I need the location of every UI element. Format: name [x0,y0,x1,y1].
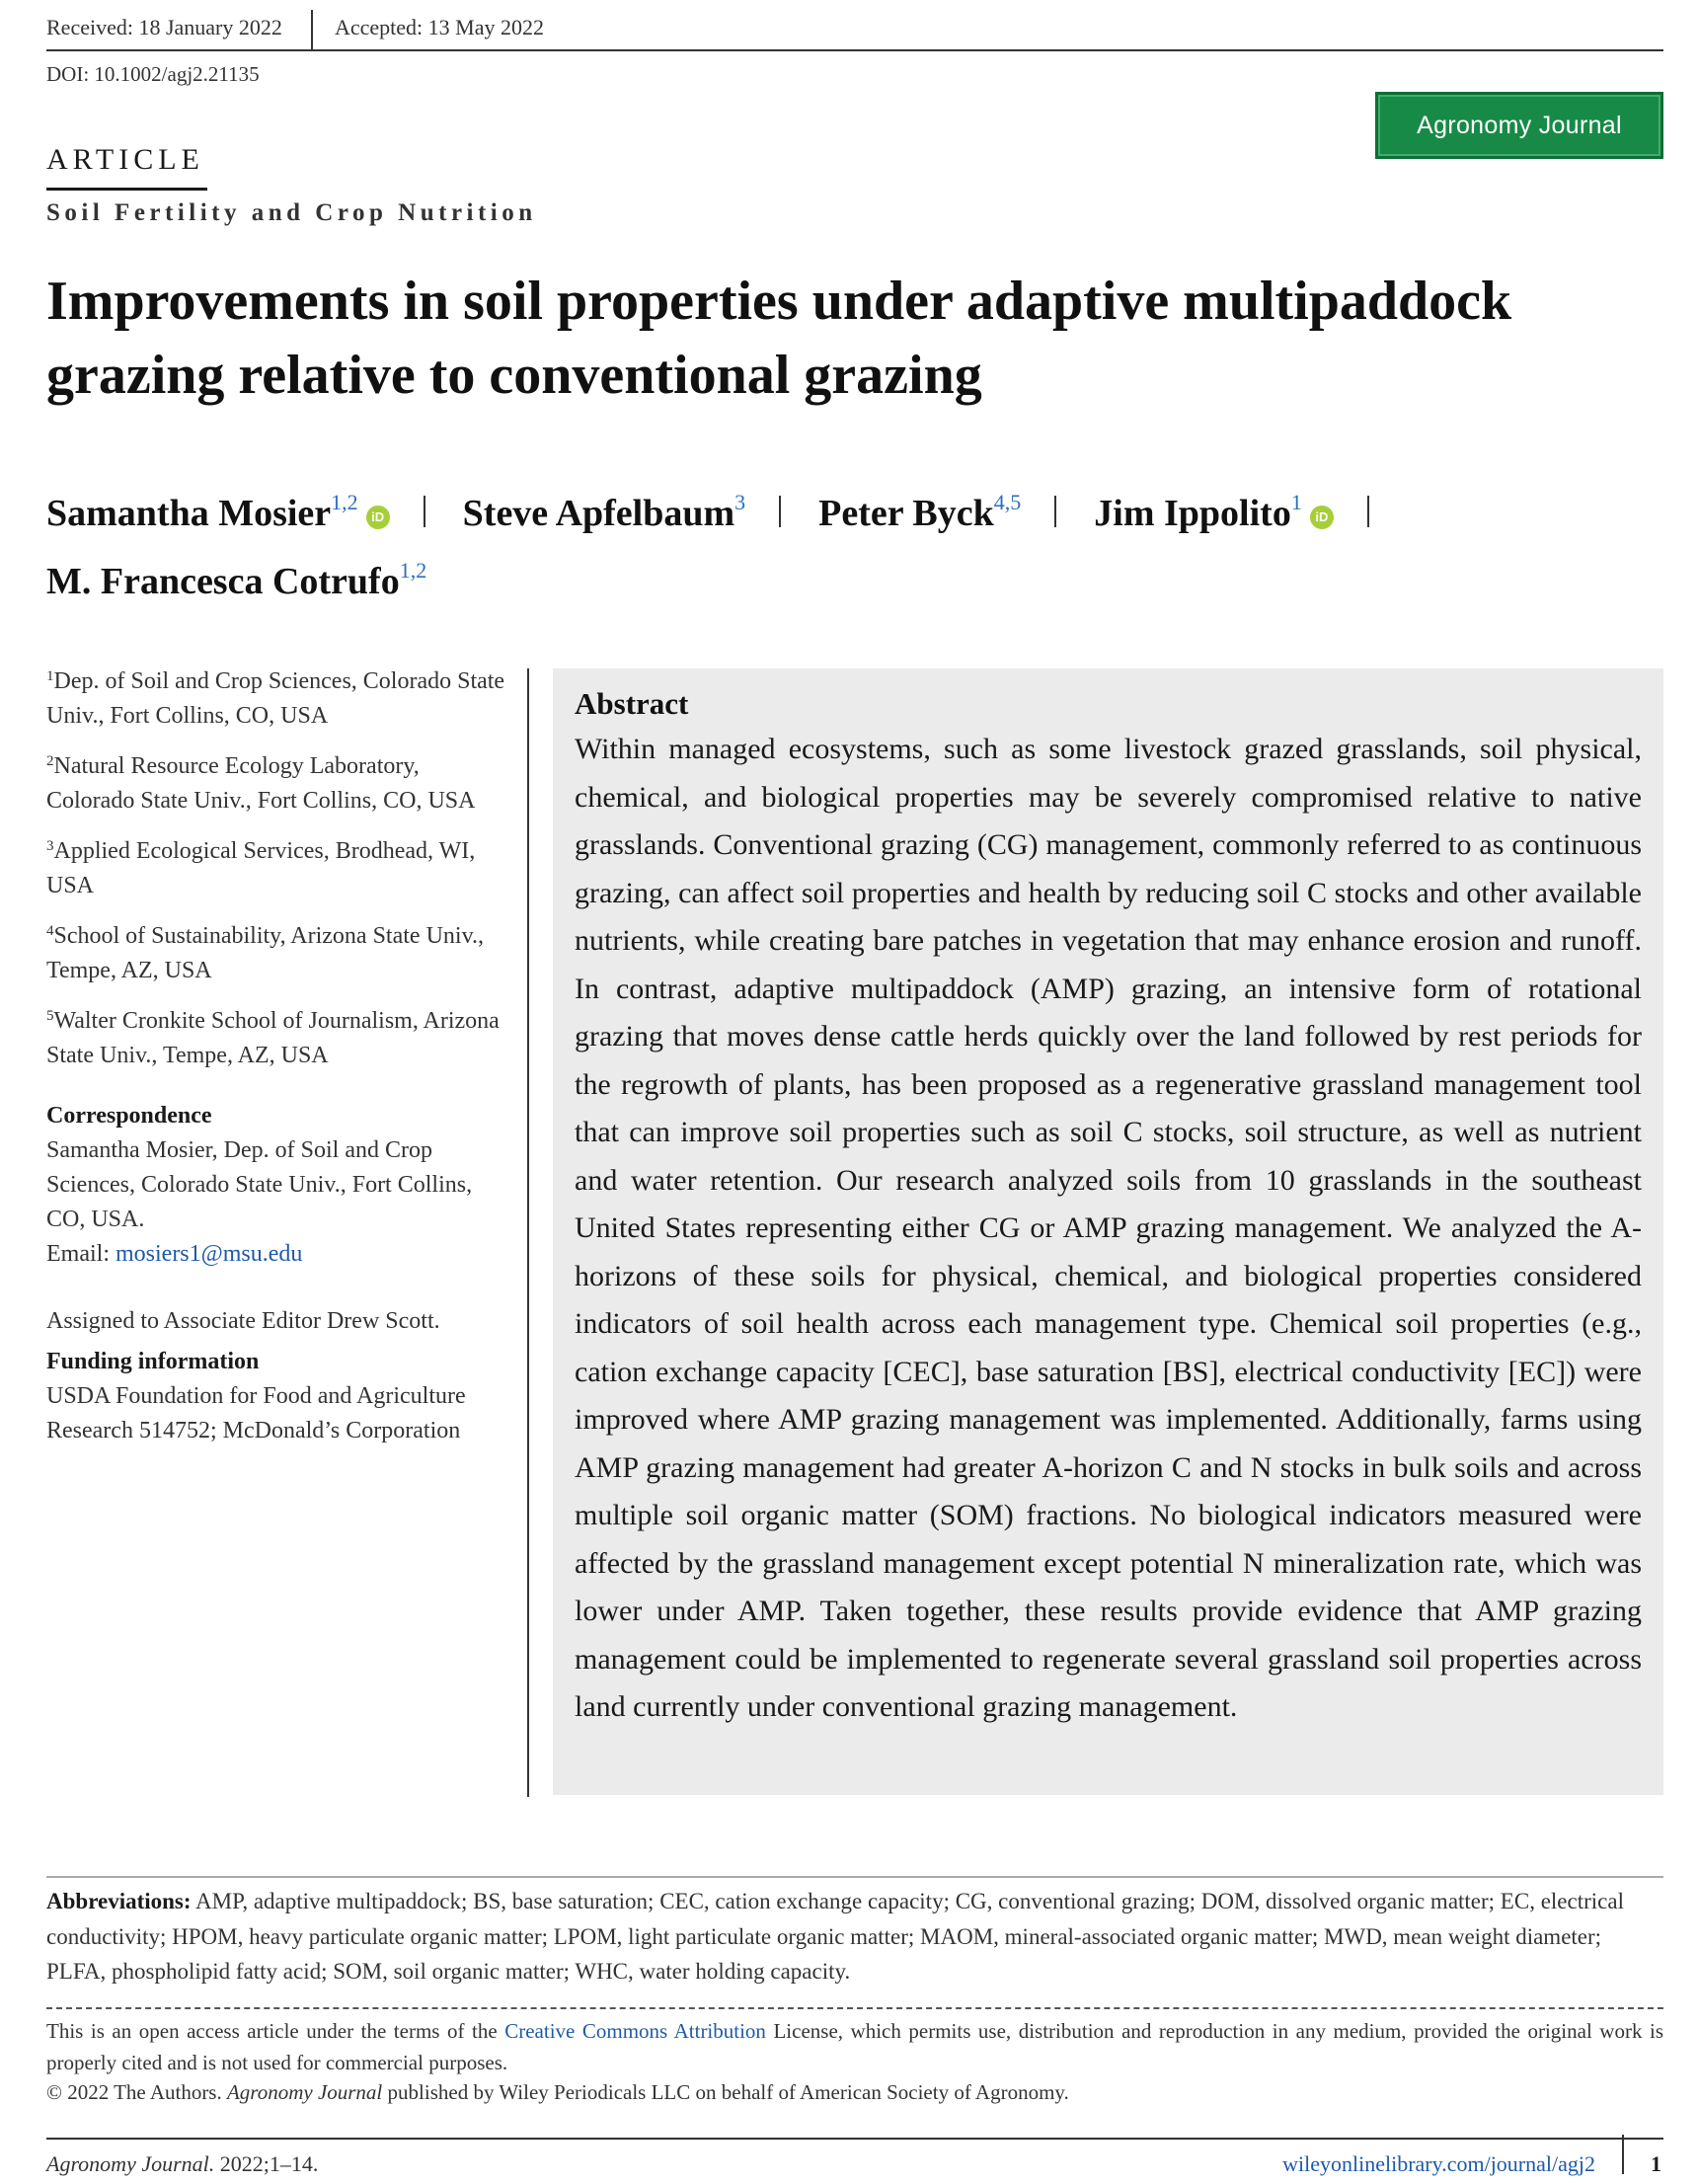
affiliation-text: Dep. of Soil and Crop Sciences, Colorado State Univ., Fort Collins, CO, USA [46,668,505,729]
footer-journal: Agronomy Journal. [46,2151,215,2176]
journal-logo-badge[interactable]: Agronomy Journal [1375,92,1663,159]
accepted-date: Accepted: 13 May 2022 [335,15,544,39]
email-link[interactable]: mosiers1@msu.edu [115,1241,303,1267]
page-number: 1 [1651,2151,1661,2176]
author-separator [1367,496,1369,527]
author-apfelbaum[interactable] [463,474,746,542]
abstract-box [553,668,1663,1795]
header-divider [311,10,313,51]
received-date: Received: 18 January 2022 [46,15,282,39]
author-affiliation-ref[interactable]: 1 [1290,490,1302,514]
column-divider [527,668,529,1797]
orcid-icon[interactable]: iD [1310,506,1334,529]
author-name: Samantha Mosier [46,493,332,534]
author-list [46,474,1626,610]
author-byck[interactable] [818,474,1021,542]
email-label: Email: [46,1241,116,1267]
funding [46,1345,510,1448]
abbreviations [46,1884,1663,1989]
author-affiliation-ref[interactable]: 3 [734,490,746,514]
affiliation-number: 2 [46,753,54,769]
affiliation-text: Applied Ecological Services, Brodhead, WI, USA [46,838,476,898]
doi[interactable]: DOI: 10.1002/agj2.21135 [46,62,260,86]
article-dates [46,15,544,40]
affiliation-3 [46,829,510,903]
footer-citation [46,2151,318,2177]
license-statement [46,2015,1663,2078]
author-affiliation-ref[interactable]: 1,2 [399,558,427,583]
license-text: License, which permits use, distribution and reproduction in any medium, provided the original work is properly cited and is not used for commercial purposes. [46,2019,1664,2074]
footer-divider [1622,2135,1624,2174]
creative-commons-link[interactable]: Creative Commons Attribution [504,2019,766,2043]
correspondence-heading: Correspondence [46,1103,212,1129]
abbreviations-rule [46,1876,1663,1878]
author-separator [779,496,781,527]
abstract-heading: Abstract [575,686,689,721]
footer-rule [46,2138,1663,2140]
article-title [46,265,1626,413]
affiliation-2 [46,744,510,819]
title-line-2: grazing relative to conventional grazing [46,345,982,406]
orcid-icon[interactable]: iD [366,506,390,529]
copyright-text: published by Wiley Periodicals LLC on behalf of American Society of Agronomy. [382,2080,1069,2104]
correspondence [46,1099,510,1272]
affiliation-1 [46,660,510,734]
author-affiliation-ref[interactable]: 4,5 [993,490,1022,514]
abbreviations-label: Abbreviations: [46,1889,192,1913]
abstract-body: Within managed ecosystems, such as some livestock grazed grasslands, soil physical, chemical, and biological properties may be severely compromised relative to native grasslands. Conventional grazing (CG) management, commonly referred to as continuous grazing, can affect soil properties and health by reducing soil C stocks and other available nutrients, while creating bare patches in vegetation that may enhance erosion and runoff. In contrast, adaptive multipaddock (AMP) grazing, an intensive form of rotational grazing that moves dense cattle herds quickly over the land followed by rest periods for the regrowth of plants, has been proposed as a regenerative grassland management tool that can improve soil properties such as soil C stocks, soil structure, as well as nutrient and water retention. Our research analyzed soils from 10 grasslands in the southeast United States representing either CG or AMP grazing management. We analyzed the A-horizons of these soils for physical, chemical, and biological properties considered indicators of soil health across each management type. Chemical soil properties (e.g., cation exchange capacity [CEC], base saturation [BS], electrical conductivity [EC]) were improved where AMP grazing management was implemented. Additionally, farms using AMP grazing management had greater A-horizon C and N stocks in bulk soils and across multiple soil organic matter (SOM) fractions. No biological indicators measured were affected by the grassland management except potential N mineralization rate, which was lower under AMP. Taken together, these results provide evidence that AMP grazing management could be implemented to regenerate several grassland soil properties across land currently under conventional grazing management. [575,733,1642,1723]
affiliation-number: 1 [46,668,54,684]
author-separator [1054,496,1056,527]
footer-citation-text: 2022;1–14. [214,2151,319,2176]
author-name: Jim Ippolito [1094,493,1291,534]
affiliations-column [46,660,510,1448]
article-type-rule [46,188,207,191]
header-rule [46,49,1663,51]
correspondence-email-line [46,1237,510,1272]
abbreviations-text: AMP, adaptive multipaddock; BS, base saturation; CEC, cation exchange capacity; CG, conventional grazing; DOM, dissolved organic matter; EC, electrical conductivity; HPOM, heavy particulate organic matter; LPOM, light particulate organic matter; MAOM, mineral-associated organic matter; MWD, mean weight diameter; PLFA, phospholipid fatty acid; SOM, soil organic matter; WHC, water holding capacity. [46,1889,1624,1984]
affiliation-text: School of Sustainability, Arizona State Univ., Tempe, AZ, USA [46,923,485,983]
funding-text: USDA Foundation for Food and Agriculture Research 514752; McDonald’s Corporation [46,1383,466,1443]
affiliation-4 [46,914,510,988]
funding-heading: Funding information [46,1349,260,1374]
author-name: Peter Byck [818,493,994,534]
section-name: Soil Fertility and Crop Nutrition [46,199,537,226]
affiliation-number: 3 [46,838,54,854]
journal-url-link[interactable]: wileyonlinelibrary.com/journal/agj2 [1282,2151,1595,2176]
affiliation-text: Walter Cronkite School of Journalism, Arizona State Univ., Tempe, AZ, USA [46,1008,500,1068]
affiliation-number: 4 [46,923,54,939]
copyright-journal: Agronomy Journal [226,2080,383,2104]
author-separator [424,496,425,527]
author-mosier[interactable] [46,474,390,542]
copyright-text: © 2022 The Authors. [46,2080,227,2104]
license-dashed-rule [46,2007,1663,2009]
assigned-editor: Assigned to Associate Editor Drew Scott. [46,1308,440,1334]
article-type: ARTICLE [46,143,204,176]
author-affiliation-ref[interactable]: 1,2 [331,490,358,514]
affiliation-text: Natural Resource Ecology Laboratory, Colorado State Univ., Fort Collins, CO, USA [46,753,476,814]
title-line-1: Improvements in soil properties under adaptive multipaddock [46,271,1512,332]
correspondence-text: Samantha Mosier, Dep. of Soil and Crop Sciences, Colorado State Univ., Fort Collins, CO, USA. [46,1137,473,1232]
affiliation-number: 5 [46,1008,54,1024]
author-name: M. Francesca Cotrufo [46,561,400,602]
author-ippolito[interactable] [1094,474,1334,542]
license-text: This is an open access article under the terms of the [46,2019,505,2043]
affiliation-5 [46,999,510,1073]
copyright [46,2080,1663,2105]
author-name: Steve Apfelbaum [462,493,735,534]
author-cotrufo[interactable] [46,542,426,610]
